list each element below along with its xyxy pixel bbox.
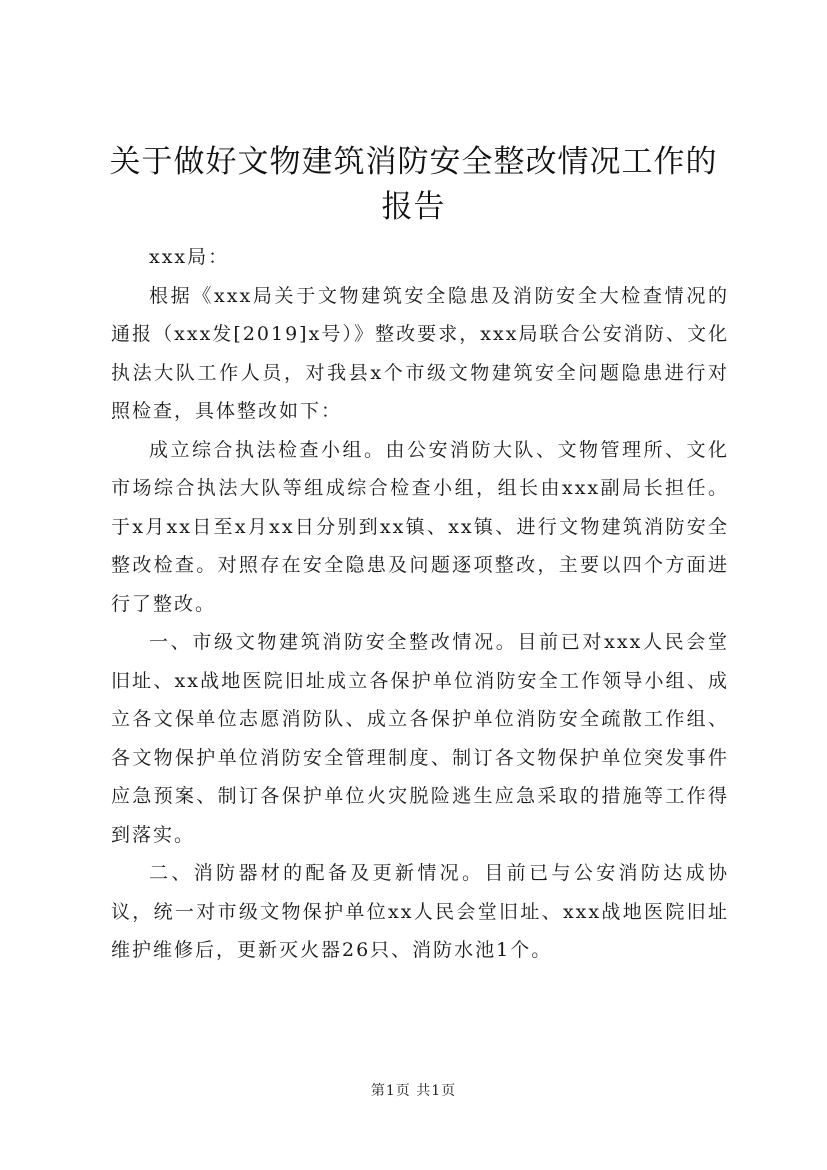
page-footer: 第1页 共1页 <box>370 1083 457 1099</box>
document-body <box>111 238 729 970</box>
document-title: 关于做好文物建筑消防安全整改情况工作的报告 <box>109 144 718 225</box>
salutation: xxx局： <box>149 246 230 268</box>
paragraph-section-one: 一、市级文物建筑消防安全整改情况。目前已对xxx人民会堂旧址、xx战地医院旧址成立各保护单位消防安全工作领导小组、成立各文保单位志愿消防队、成立各保护单位消防安全疏散工作组、各文物保护单位消防安全管理制度、制订各文物保护单位突发事件应急预案、制订各保护单位火灾脱险逃生应急采取的措施等工作得到落实。 <box>111 631 729 846</box>
paragraph-section-two: 二、消防器材的配备及更新情况。目前已与公安消防达成协议，统一对市级文物保护单位xx人民会堂旧址、xxx战地医院旧址维护维修后，更新灭火器26只、消防水池1个。 <box>111 862 729 961</box>
paragraph-inspection-team: 成立综合执法检查小组。由公安消防大队、文物管理所、文化市场综合执法大队等组成综合检查小组，组长由xxx副局长担任。于x月xx日至x月xx日分别到xx镇、xx镇、进行文物建筑消防安全整改检查。对照存在安全隐患及问题逐项整改，主要以四个方面进行了整改。 <box>111 438 729 615</box>
paragraph-intro: 根据《xxx局关于文物建筑安全隐患及消防安全大检查情况的通报（xxx发[2019]x号）》整改要求，xxx局联合公安消防、文化执法大队工作人员，对我县x个市级文物建筑安全问题隐患进行对照检查，具体整改如下： <box>111 284 729 422</box>
